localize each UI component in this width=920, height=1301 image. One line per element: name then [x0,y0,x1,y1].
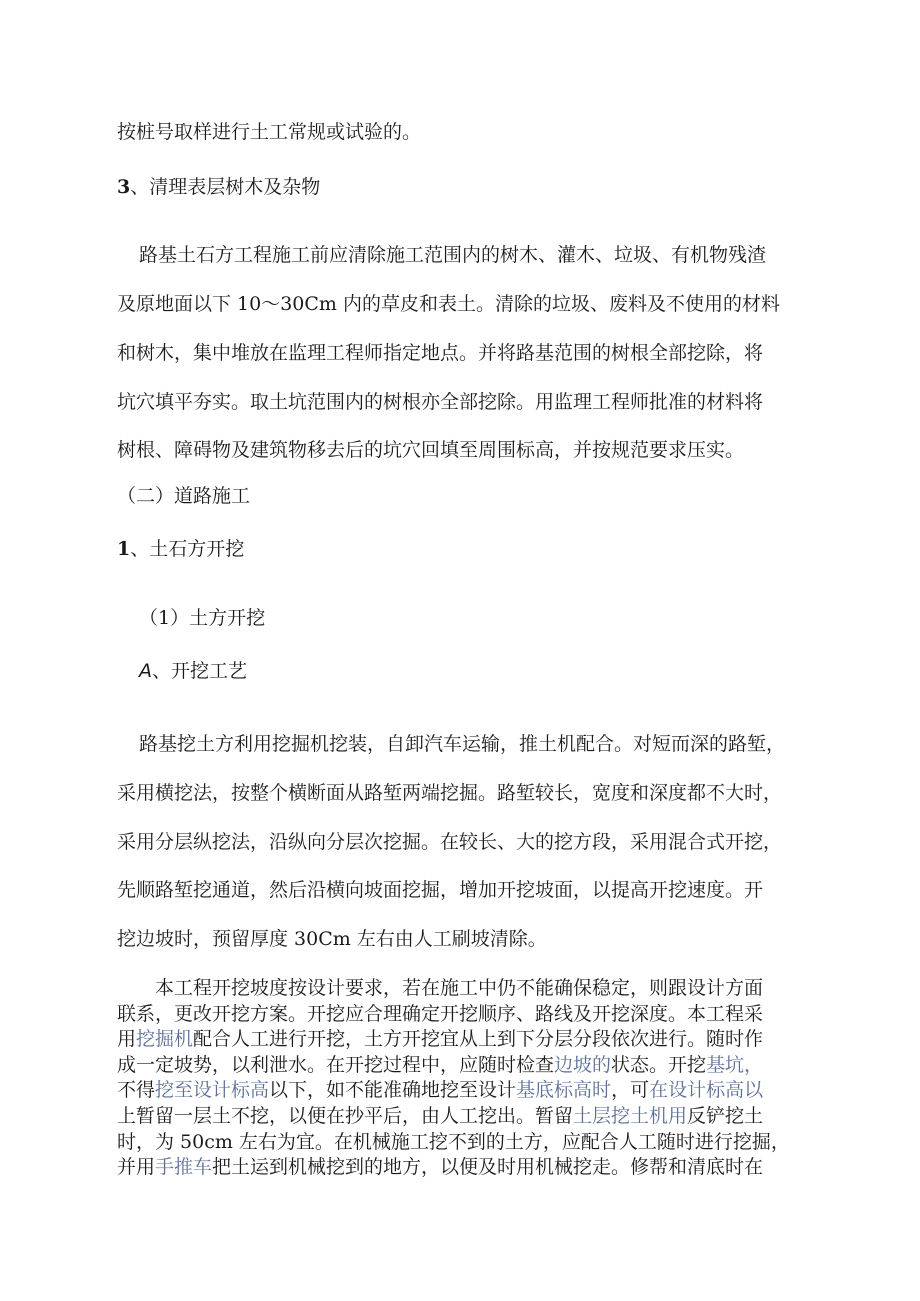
part-2-heading: （二）道路施工 [117,485,251,507]
paragraph-b-line: 本工程开挖坡度按设计要求，若在施工中仍不能确保稳定，则跟设计方面 [155,977,764,999]
text-span: 用 [117,1028,137,1051]
section-3-paragraph-line: 坑穴填平夯实。取土坑范围内的树根亦全部挖除。用监理工程师批准的材料将 [117,391,764,413]
section-3-paragraph-line: 和树木，集中堆放在监理工程师指定地点。并将路基范围的树根全部挖除，将 [117,342,764,364]
text-span: 以下，如不能准确地挖至设计 [269,1079,517,1102]
paragraph-a-line: 采用横挖法，按整个横断面从路堑两端挖掘。路堑较长，宽度和深度都不大时， [117,782,783,804]
text-span: 状态。开挖 [611,1053,707,1076]
subsection-a-title: 、开挖工艺 [152,660,248,682]
paragraph-a-line: 路基挖土方利用挖掘机挖装，自卸汽车运输，推土机配合。对短而深的路堑， [139,733,786,755]
text-span: 把土运到机械挖到的地方，以便及时用机械挖走。修帮和清底时在 [212,1156,764,1179]
paragraph-a-line: 采用分层纵挖法，沿纵向分层次挖掘。在较长、大的挖方段，采用混合式开挖， [117,831,783,853]
text-span: 上暂留一层土不挖，以便在抄平后，由人工挖出。暂留 [117,1104,574,1127]
paragraph-b-line [117,1155,817,1181]
section-3-paragraph-line: 树根、障碍物及建筑物移去后的坑穴回填至周围标高，并按规范要求压实。 [117,439,745,461]
paragraph-b-line: 联系，更改开挖方案。开挖应合理确定开挖顺序、路线及开挖深度。本工程采 [117,1002,764,1025]
term-link-foundation-pit[interactable]: 基坑， [706,1053,764,1076]
term-link-design-elevation[interactable]: 挖至设计标高 [155,1079,270,1102]
section-1-number: 1 [117,538,131,560]
term-link-soil-layer-excavator[interactable]: 土层挖土机用 [573,1104,688,1127]
text-span: 不得 [117,1079,156,1102]
section-3-heading [117,174,320,200]
text-span: 配合人工进行开挖，土方开挖宜从上到下分层分段依次进行。随时作 [193,1028,764,1051]
term-link-excavator[interactable]: 挖掘机 [136,1028,194,1051]
intro-line: 按桩号取样进行土工常规或试验的。 [117,121,422,143]
subsection-a-heading [139,658,247,684]
section-3-paragraph-line: 路基土石方工程施工前应清除施工范围内的树木、灌木、垃圾、有机物残渣 [139,244,767,266]
term-link-design-elevation-2[interactable]: 在设计标高以 [649,1079,764,1102]
paragraph-b-line: 时，为 50cm 左右为宜。在机械施工挖不到的土方，应配合人工随时进行挖掘， [117,1130,790,1153]
paragraph-b-line [117,1078,817,1104]
text-span: 反铲挖土 [687,1104,764,1127]
paragraph-a-line: 挖边坡时，预留厚度 30Cm 左右由人工刷坡清除。 [117,928,547,950]
term-link-slope[interactable]: 边坡的 [554,1053,612,1076]
paragraph-b [117,976,817,1181]
text-span: ，可 [611,1079,650,1102]
term-link-base-elevation[interactable]: 基底标高时 [516,1079,612,1102]
paragraph-b-line [117,1053,817,1079]
section-1-heading [117,536,244,562]
section-3-number: 3 [117,176,131,198]
term-link-wheelbarrow[interactable]: 手推车 [155,1156,213,1179]
section-3-title: 、清理表层树木及杂物 [130,176,321,198]
paragraph-b-line [117,1027,817,1053]
paragraph-b-line [117,1104,817,1130]
paragraph-a-line: 先顺路堑挖通道，然后沿横向坡面挖掘，增加开挖坡面，以提高开挖速度。开 [117,879,764,901]
subsection-a-letter: A [139,660,152,682]
text-span: 并用 [117,1156,156,1179]
subsection-1-heading: （1）土方开挖 [139,607,266,629]
section-3-paragraph-line: 及原地面以下 10～30Cm 内的草皮和表土。清除的垃圾、废料及不使用的材料 [117,293,780,315]
text-span: 成一定坡势，以利泄水。在开挖过程中，应随时检查 [117,1053,555,1076]
section-1-title: 、土石方开挖 [130,538,245,560]
